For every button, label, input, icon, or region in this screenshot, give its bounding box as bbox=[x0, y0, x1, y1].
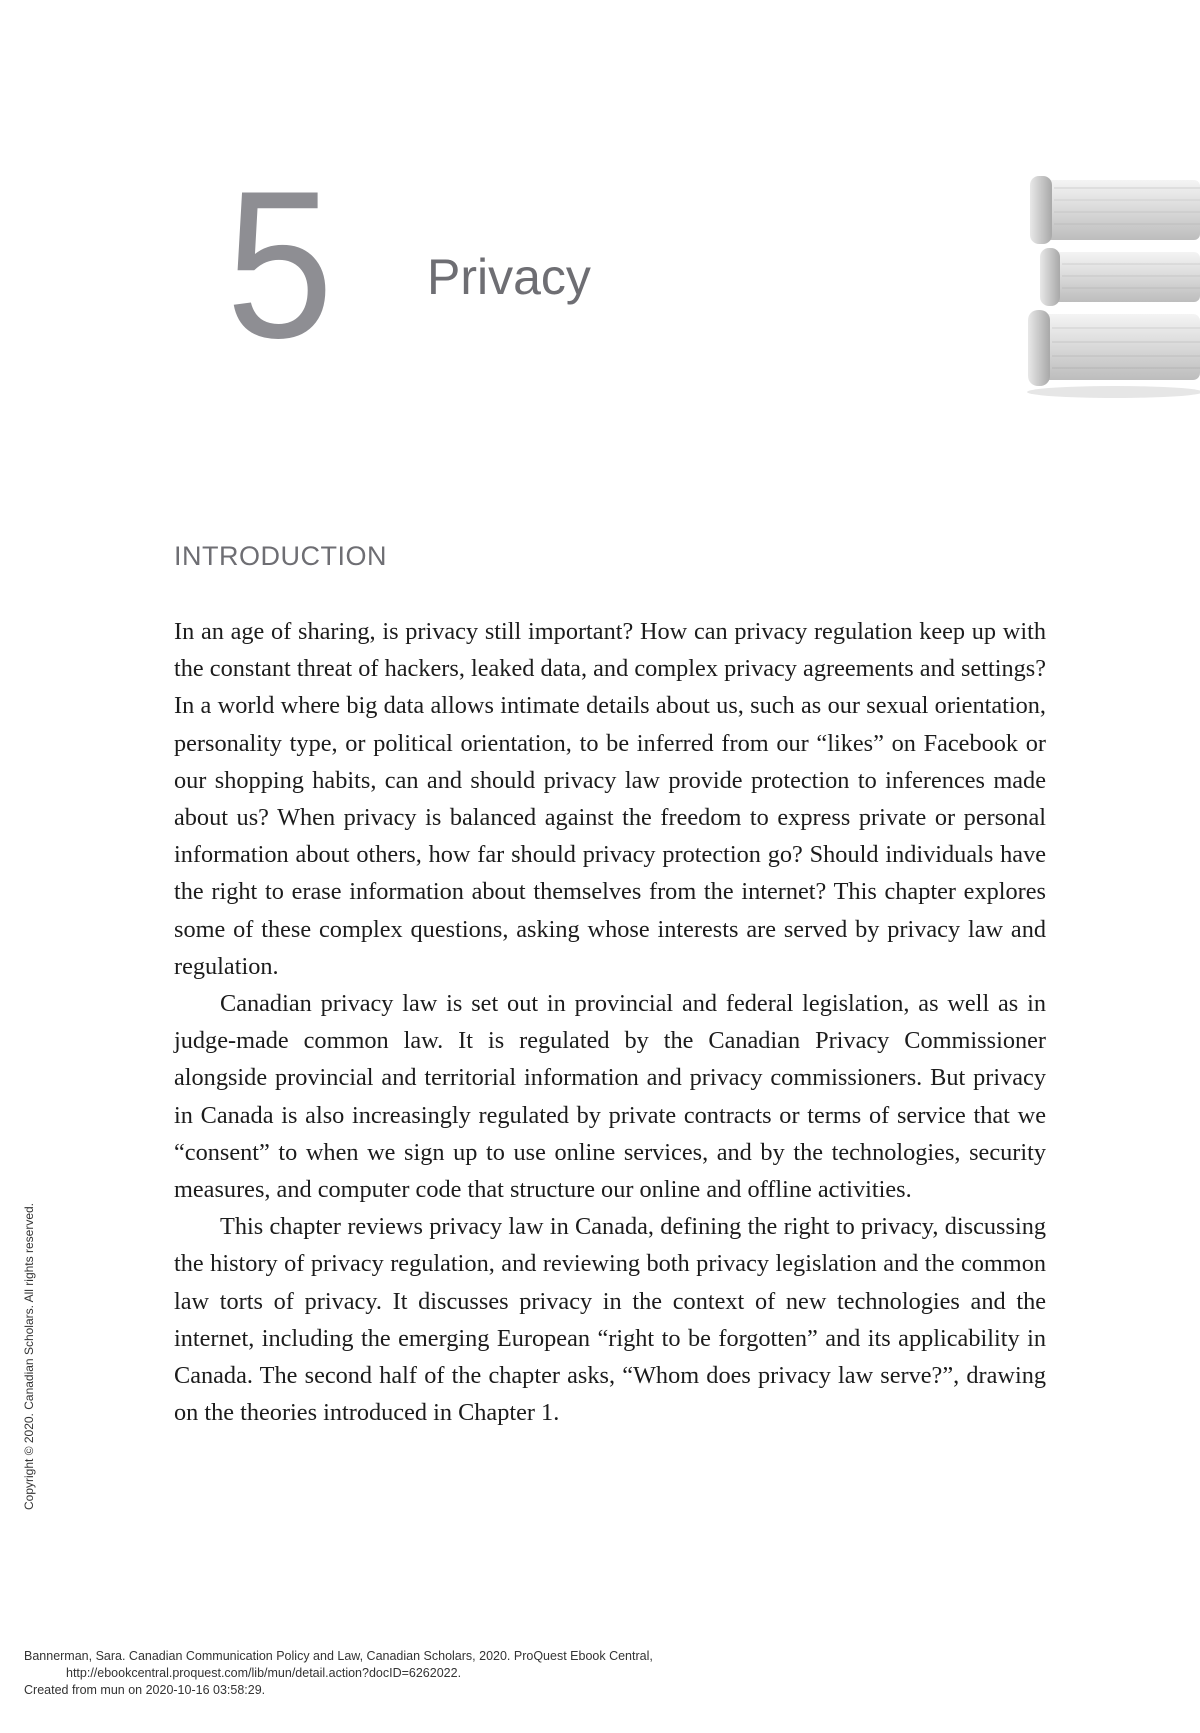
section-heading: INTRODUCTION bbox=[174, 541, 387, 571]
paragraph: In an age of sharing, is privacy still important? How can privacy regulation keep up with the constant threat of hackers, leaked data, and complex privacy agreements and settings? In a world where big data allows intimate details about us, such as our sexual orientation, personality type, or political orientation, to be inferred from our “likes” on Facebook or our shopping habits, can and should privacy law provide protection to inferences made about us? When privacy is balanced against the freedom to express private or personal information about others, how far should privacy protection go? Should individuals have the right to erase information about themselves from the internet? This chapter explores some of these complex questions, asking whose interests are served by privacy law and regulation. bbox=[174, 618, 1046, 980]
chapter-number: 5 bbox=[226, 147, 330, 382]
citation-link[interactable]: http://ebookcentral.proquest.com/lib/mun/detail.action?docID=6262022. bbox=[66, 1666, 462, 1680]
body-text bbox=[174, 613, 1046, 1431]
citation-line: Created from mun on 2020-10-16 03:58:29. bbox=[24, 1683, 266, 1697]
paragraph: Canadian privacy law is set out in provincial and federal legislation, as well as in judge-made common law. It is regulated by the Canadian Privacy Commissioner alongside provincial and territorial information and privacy commissioners. But privacy in Canada is also increasingly regulated by private contracts or terms of service that we “consent” to when we sign up to use online services, and by the technologies, security measures, and computer code that structure our online and offline activities. bbox=[174, 990, 1046, 1204]
chapter-title: Privacy bbox=[427, 249, 591, 305]
copyright-notice: Copyright © 2020. Canadian Scholars. All rights reserved. bbox=[22, 1202, 36, 1510]
stack-of-books-image bbox=[1020, 172, 1200, 402]
paragraph: This chapter reviews privacy law in Canada, defining the right to privacy, discussing the history of privacy regulation, and reviewing both privacy legislation and the common law torts of privacy. It discusses privacy in the context of new technologies and the internet, including the emerging European “right to be forgotten” and its applicability in Canada. The second half of the chapter asks, “Whom does privacy law serve?”, drawing on the theories introduced in Chapter 1. bbox=[174, 1213, 1046, 1427]
citation-footer bbox=[24, 1648, 653, 1699]
citation-line: Bannerman, Sara. Canadian Communication Policy and Law, Canadian Scholars, 2020. ProQuest Ebook Central, bbox=[24, 1649, 653, 1663]
